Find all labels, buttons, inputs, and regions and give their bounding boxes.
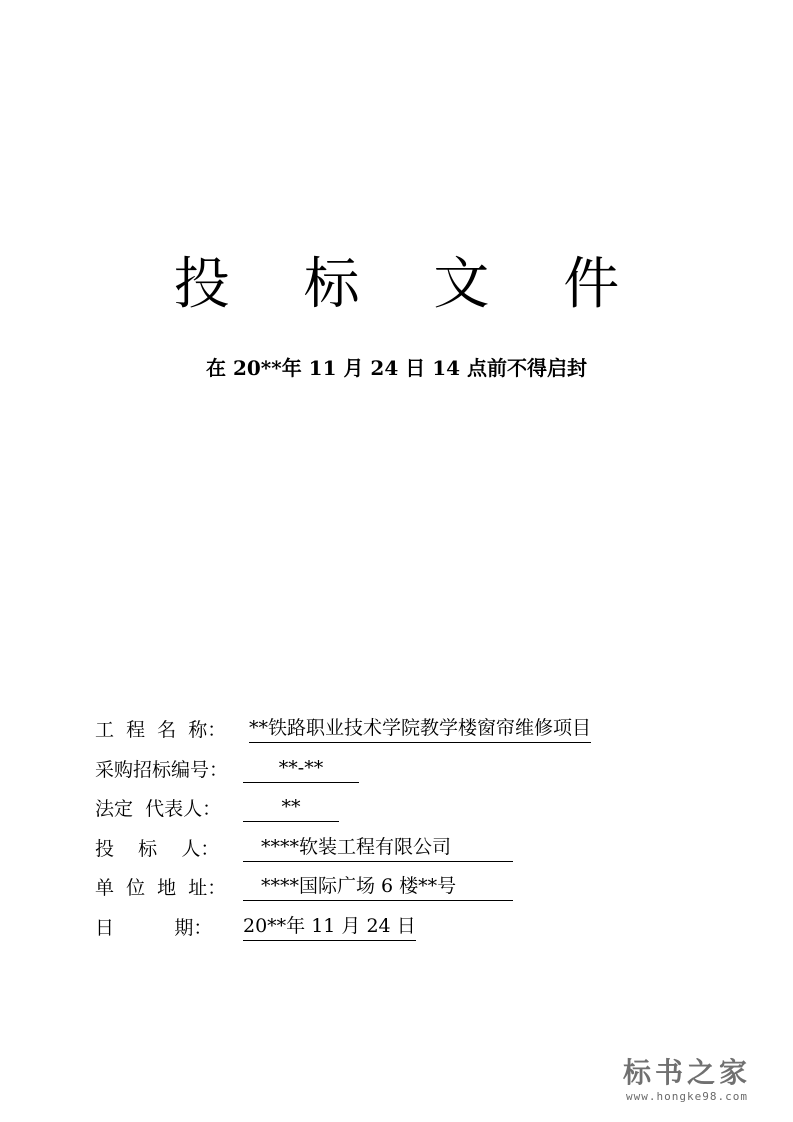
date-label: 日 期： [95,916,213,939]
bidder-value: ****软装工程有限公司 [243,834,513,862]
address-label: 单 位 地 址： [95,877,227,899]
bidder-label: 投 标 人： [95,837,220,860]
bid-info-block [95,715,735,952]
project-name-value: **铁路职业技术学院教学楼窗帘维修项目 [249,715,591,743]
info-row-address [95,873,735,913]
project-name-label: 工 程 名 称： [95,719,227,741]
tender-number-label: 采购招标编号： [95,758,229,781]
info-row-date [95,913,735,953]
info-row-tender-number [95,755,735,795]
tender-number-value: **-** [243,755,359,783]
info-row-legal-rep [95,794,735,834]
legal-rep-label: 法定 代表人： [95,798,222,820]
legal-rep-value: ** [243,794,339,822]
opening-notice: 在 20**年 11 月 24 日 14 点前不得启封 [206,356,587,380]
info-row-bidder [95,834,735,874]
site-watermark [607,1056,767,1104]
date-value: 20**年 11 月 24 日 [243,913,416,941]
watermark-url: www.hongke98.com [626,1090,748,1103]
address-value: ****国际广场 6 楼**号 [243,873,513,901]
info-row-project-name [95,715,735,755]
watermark-logo: 标书之家 [622,1056,751,1089]
document-title: 投 标 文 件 [173,252,648,317]
